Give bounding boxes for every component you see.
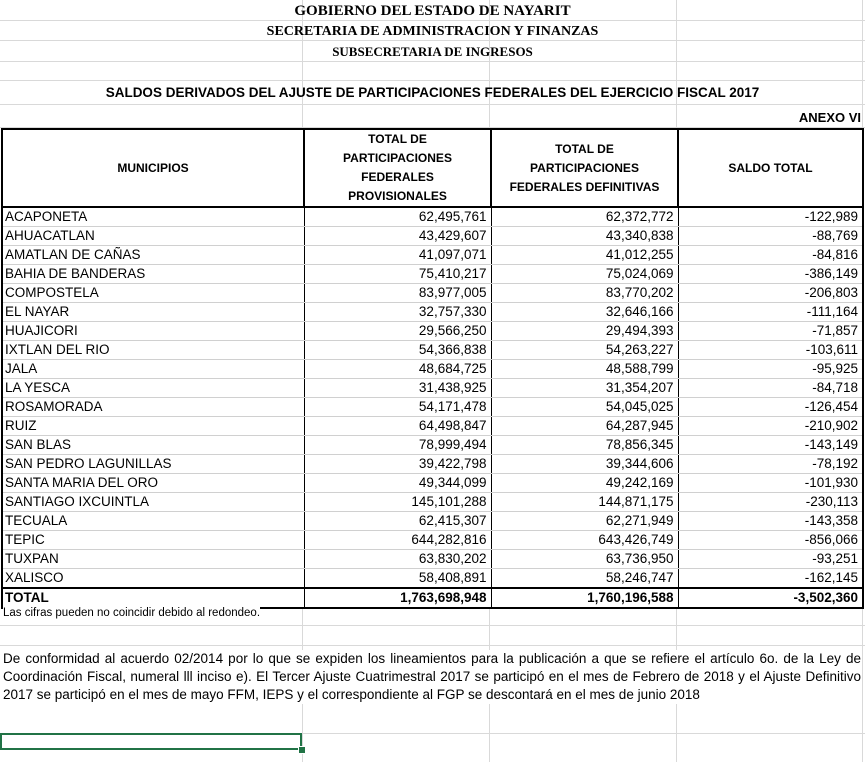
saldo-cell[interactable]: -386,149 bbox=[678, 265, 863, 284]
municipio-cell[interactable]: TUXPAN bbox=[2, 550, 304, 569]
definitiva-cell[interactable]: 75,024,069 bbox=[491, 265, 678, 284]
municipio-cell[interactable]: SANTIAGO IXCUINTLA bbox=[2, 493, 304, 512]
municipio-cell[interactable]: ACAPONETA bbox=[2, 207, 304, 227]
municipio-cell[interactable]: SANTA MARIA DEL ORO bbox=[2, 474, 304, 493]
saldo-cell[interactable]: -162,145 bbox=[678, 569, 863, 589]
provisional-cell[interactable]: 58,408,891 bbox=[304, 569, 491, 589]
definitiva-cell[interactable]: 58,246,747 bbox=[491, 569, 678, 589]
provisional-cell[interactable]: 48,684,725 bbox=[304, 360, 491, 379]
table-row bbox=[2, 417, 863, 436]
provisional-cell[interactable]: 31,438,925 bbox=[304, 379, 491, 398]
saldo-cell[interactable]: -230,113 bbox=[678, 493, 863, 512]
definitiva-cell[interactable]: 48,588,799 bbox=[491, 360, 678, 379]
table-row bbox=[2, 398, 863, 417]
saldo-cell[interactable]: -78,192 bbox=[678, 455, 863, 474]
saldo-cell[interactable]: -93,251 bbox=[678, 550, 863, 569]
column-header-municipios[interactable]: MUNICIPIOS bbox=[2, 129, 304, 207]
municipio-cell[interactable]: HUAJICORI bbox=[2, 322, 304, 341]
definitiva-cell[interactable]: 144,871,175 bbox=[491, 493, 678, 512]
provisional-cell[interactable]: 64,498,847 bbox=[304, 417, 491, 436]
saldo-cell[interactable]: -210,902 bbox=[678, 417, 863, 436]
definitiva-cell[interactable]: 29,494,393 bbox=[491, 322, 678, 341]
annex-label: ANEXO VI bbox=[798, 110, 861, 125]
provisional-cell[interactable]: 62,415,307 bbox=[304, 512, 491, 531]
municipio-cell[interactable]: COMPOSTELA bbox=[2, 284, 304, 303]
table-row bbox=[2, 493, 863, 512]
municipio-cell[interactable]: LA YESCA bbox=[2, 379, 304, 398]
table-row bbox=[2, 531, 863, 550]
saldo-cell[interactable]: -143,149 bbox=[678, 436, 863, 455]
definitiva-cell[interactable]: 78,856,345 bbox=[491, 436, 678, 455]
definitiva-cell[interactable]: 83,770,202 bbox=[491, 284, 678, 303]
fill-handle[interactable] bbox=[298, 746, 306, 754]
total-definitiva[interactable]: 1,760,196,588 bbox=[491, 588, 678, 608]
definitiva-cell[interactable]: 32,646,166 bbox=[491, 303, 678, 322]
definitiva-cell[interactable]: 54,045,025 bbox=[491, 398, 678, 417]
saldo-cell[interactable]: -103,611 bbox=[678, 341, 863, 360]
table-row bbox=[2, 360, 863, 379]
total-label[interactable]: TOTAL bbox=[2, 588, 304, 608]
provisional-cell[interactable]: 62,495,761 bbox=[304, 207, 491, 227]
provisional-cell[interactable]: 49,344,099 bbox=[304, 474, 491, 493]
header-government: GOBIERNO DEL ESTADO DE NAYARIT bbox=[294, 3, 571, 19]
municipio-cell[interactable]: EL NAYAR bbox=[2, 303, 304, 322]
column-header-provisionales[interactable]: TOTAL DE PARTICIPACIONES FEDERALES PROVISIONALES bbox=[304, 129, 491, 207]
table-row bbox=[2, 246, 863, 265]
definitiva-cell[interactable]: 62,271,949 bbox=[491, 512, 678, 531]
definitiva-cell[interactable]: 31,354,207 bbox=[491, 379, 678, 398]
provisional-cell[interactable]: 54,366,838 bbox=[304, 341, 491, 360]
legal-paragraph: De conformidad al acuerdo 02/2014 por lo que se expiden los lineamientos para la publicación a que se refiere el artículo 6o. de la Ley de Coordinación Fiscal, numeral lll inciso e). El Tercer Ajuste Cuatrimestral 2017 se participó en el mes de Febrero de 2018 y el Ajuste Definitivo 2017 se participó en el mes de mayo FFM, IEPS y el correspondiente al FGP se descontará en el mes de junio 2018 bbox=[3, 651, 861, 702]
municipio-cell[interactable]: SAN BLAS bbox=[2, 436, 304, 455]
saldo-cell[interactable]: -122,989 bbox=[678, 207, 863, 227]
saldo-cell[interactable]: -84,816 bbox=[678, 246, 863, 265]
table-row bbox=[2, 322, 863, 341]
definitiva-cell[interactable]: 643,426,749 bbox=[491, 531, 678, 550]
table-row bbox=[2, 207, 863, 227]
balances-table bbox=[1, 128, 864, 609]
table-row bbox=[2, 379, 863, 398]
municipio-cell[interactable]: ROSAMORADA bbox=[2, 398, 304, 417]
header-secretariat: SECRETARIA DE ADMINISTRACION Y FINANZAS bbox=[266, 24, 599, 39]
table-row bbox=[2, 227, 863, 246]
total-row bbox=[2, 588, 863, 608]
column-header-saldo[interactable]: SALDO TOTAL bbox=[678, 129, 863, 207]
provisional-cell[interactable]: 41,097,071 bbox=[304, 246, 491, 265]
provisional-cell[interactable]: 29,566,250 bbox=[304, 322, 491, 341]
table-row bbox=[2, 550, 863, 569]
definitiva-cell[interactable]: 43,340,838 bbox=[491, 227, 678, 246]
saldo-cell[interactable]: -84,718 bbox=[678, 379, 863, 398]
definitiva-cell[interactable]: 39,344,606 bbox=[491, 455, 678, 474]
provisional-cell[interactable]: 145,101,288 bbox=[304, 493, 491, 512]
definitiva-cell[interactable]: 54,263,227 bbox=[491, 341, 678, 360]
provisional-cell[interactable]: 644,282,816 bbox=[304, 531, 491, 550]
table-row bbox=[2, 512, 863, 531]
municipio-cell[interactable]: AMATLAN DE CAÑAS bbox=[2, 246, 304, 265]
saldo-cell[interactable]: -95,925 bbox=[678, 360, 863, 379]
municipio-cell[interactable]: TEPIC bbox=[2, 531, 304, 550]
table-row bbox=[2, 265, 863, 284]
municipio-cell[interactable]: IXTLAN DEL RIO bbox=[2, 341, 304, 360]
saldo-cell[interactable]: -856,066 bbox=[678, 531, 863, 550]
provisional-cell[interactable]: 32,757,330 bbox=[304, 303, 491, 322]
table-row bbox=[2, 341, 863, 360]
table-row bbox=[2, 474, 863, 493]
saldo-cell[interactable]: -206,803 bbox=[678, 284, 863, 303]
saldo-cell[interactable]: -143,358 bbox=[678, 512, 863, 531]
municipio-cell[interactable]: AHUACATLAN bbox=[2, 227, 304, 246]
table-row bbox=[2, 436, 863, 455]
report-title: SALDOS DERIVADOS DEL AJUSTE DE PARTICIPACIONES FEDERALES DEL EJERCICIO FISCAL 2017 bbox=[105, 85, 760, 100]
municipio-cell[interactable]: XALISCO bbox=[2, 569, 304, 589]
table-row bbox=[2, 303, 863, 322]
saldo-cell[interactable]: -88,769 bbox=[678, 227, 863, 246]
provisional-cell[interactable]: 83,977,005 bbox=[304, 284, 491, 303]
provisional-cell[interactable]: 78,999,494 bbox=[304, 436, 491, 455]
provisional-cell[interactable]: 63,830,202 bbox=[304, 550, 491, 569]
rounding-note: Las cifras pueden no coincidir debido al redondeo. bbox=[3, 607, 261, 619]
definitiva-cell[interactable]: 49,242,169 bbox=[491, 474, 678, 493]
provisional-cell[interactable]: 75,410,217 bbox=[304, 265, 491, 284]
header-subsecretariat: SUBSECRETARIA DE INGRESOS bbox=[332, 44, 533, 59]
definitiva-cell[interactable]: 62,372,772 bbox=[491, 207, 678, 227]
table-row bbox=[2, 455, 863, 474]
definitiva-cell[interactable]: 64,287,945 bbox=[491, 417, 678, 436]
provisional-cell[interactable]: 39,422,798 bbox=[304, 455, 491, 474]
municipio-cell[interactable]: JALA bbox=[2, 360, 304, 379]
definitiva-cell[interactable]: 63,736,950 bbox=[491, 550, 678, 569]
saldo-cell[interactable]: -101,930 bbox=[678, 474, 863, 493]
total-saldo[interactable]: -3,502,360 bbox=[678, 588, 863, 608]
municipio-cell[interactable]: SAN PEDRO LAGUNILLAS bbox=[2, 455, 304, 474]
column-header-definitivas[interactable]: TOTAL DE PARTICIPACIONES FEDERALES DEFINITIVAS bbox=[491, 129, 678, 207]
table-row bbox=[2, 569, 863, 589]
municipio-cell[interactable]: RUIZ bbox=[2, 417, 304, 436]
saldo-cell[interactable]: -71,857 bbox=[678, 322, 863, 341]
provisional-cell[interactable]: 43,429,607 bbox=[304, 227, 491, 246]
municipio-cell[interactable]: BAHIA DE BANDERAS bbox=[2, 265, 304, 284]
definitiva-cell[interactable]: 41,012,255 bbox=[491, 246, 678, 265]
provisional-cell[interactable]: 54,171,478 bbox=[304, 398, 491, 417]
saldo-cell[interactable]: -126,454 bbox=[678, 398, 863, 417]
table-row bbox=[2, 284, 863, 303]
total-provisional[interactable]: 1,763,698,948 bbox=[304, 588, 491, 608]
saldo-cell[interactable]: -111,164 bbox=[678, 303, 863, 322]
municipio-cell[interactable]: TECUALA bbox=[2, 512, 304, 531]
selected-cell[interactable] bbox=[0, 733, 302, 750]
